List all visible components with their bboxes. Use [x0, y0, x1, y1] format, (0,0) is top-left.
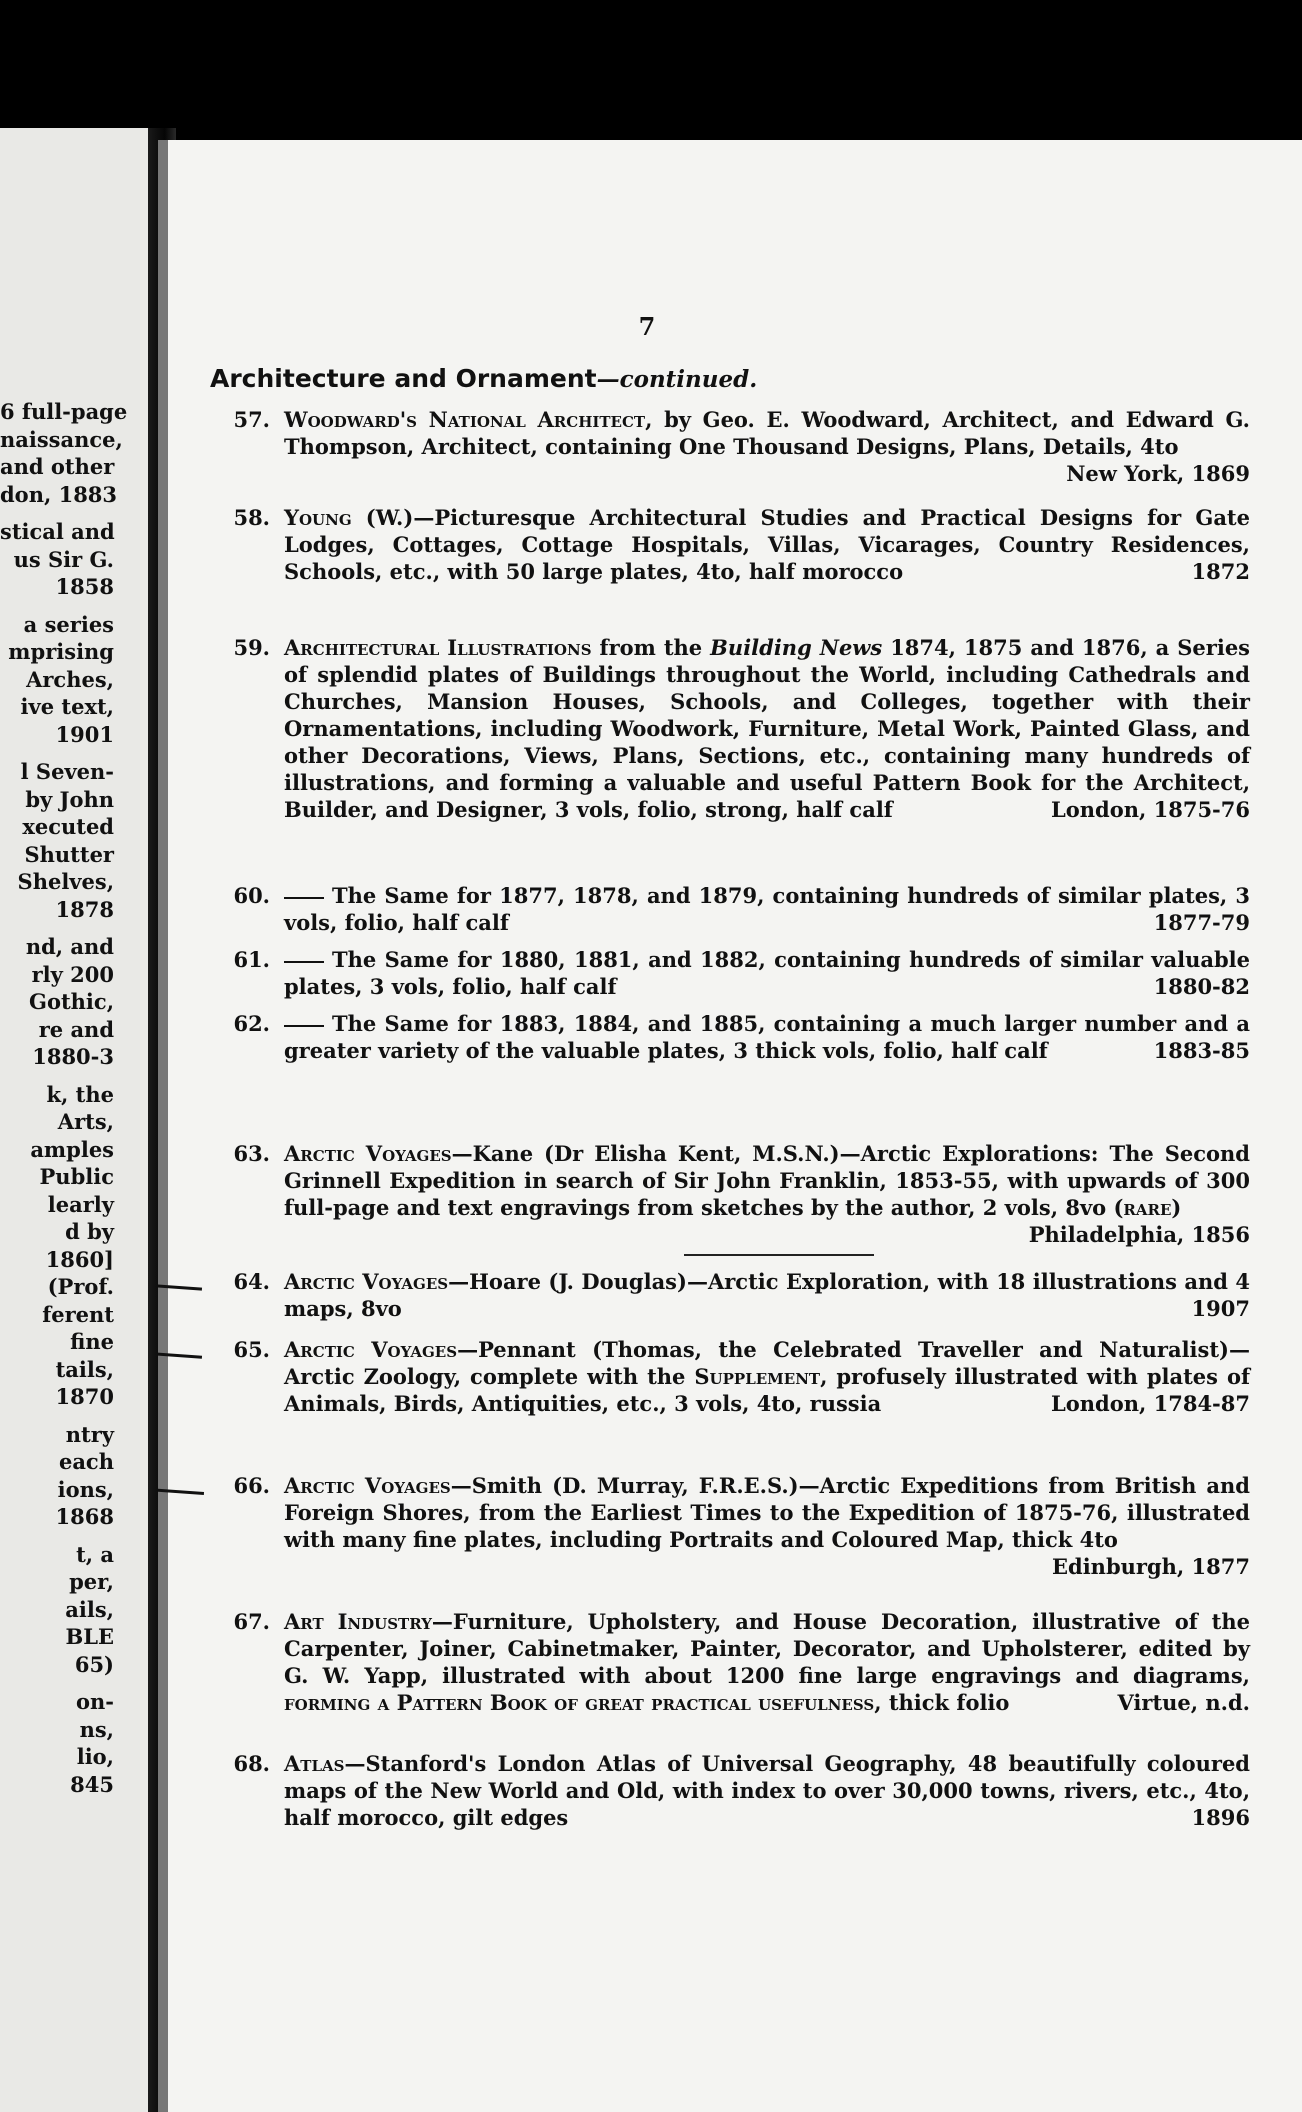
entry-publication: London, 1875-76 [1050, 797, 1250, 822]
left-page-text-fragment: d by [65, 1219, 114, 1244]
left-page-text-fragment: xecuted [22, 814, 114, 839]
entry-rarity-tag: (rare) [1113, 1195, 1182, 1220]
section-title [210, 364, 757, 393]
entry-description: —Hoare (J. Douglas)—Arctic Exploration, with 18 illustrations and 4 maps, 8vo [284, 1269, 1250, 1321]
entry-description: —Pennant (Thomas, the Celebrated Traveller and Naturalist)—Arctic Zoology, complete with the [284, 1337, 1250, 1389]
entry-heading: Arctic Voyages [284, 1473, 451, 1498]
left-page-text-fragment: Arts, [57, 1109, 114, 1134]
catalogue-entry-62 [200, 1010, 1250, 1064]
entry-description-cont: , thick folio [874, 1690, 1010, 1715]
left-page-text-fragment: stical and [0, 519, 115, 544]
pencil-margin-mark [158, 1284, 202, 1290]
left-page-text-fragment: (Prof. [47, 1274, 114, 1299]
left-page-text-fragment: and other [0, 454, 115, 479]
entry-number: 58. [233, 505, 270, 530]
catalogue-entry-68 [200, 1750, 1250, 1831]
left-page-text-fragment: each [58, 1449, 114, 1474]
left-page [0, 128, 162, 2112]
left-page-text-fragment: Gothic, [29, 989, 114, 1014]
entry-description: The Same for 1883, 1884, and 1885, containing a much larger number and a greater variety of the valuable plates, 3 thick vols, folio, half calf [284, 1011, 1250, 1063]
left-page-text-fragment: a series [23, 611, 114, 637]
catalogue-entry-59 [200, 634, 1250, 823]
entry-number: 64. [233, 1269, 270, 1294]
entry-publication: Philadelphia, 1856 [1028, 1222, 1250, 1247]
entry-heading: Architectural Illustrations [284, 635, 592, 660]
left-page-text-fragment: 6 full-page [0, 399, 128, 424]
ditto-dash [284, 961, 324, 963]
entry-publication: 1896 [1191, 1805, 1250, 1830]
left-page-text-fragment: mprising [8, 639, 114, 664]
section-title-suffix: —continued. [596, 366, 758, 393]
left-page-text-fragment: 1858 [55, 574, 114, 599]
entry-heading: Arctic Voyages [284, 1337, 458, 1362]
entry-publication: Virtue, n.d. [1117, 1690, 1250, 1715]
entry-number: 62. [233, 1011, 270, 1036]
entry-description: —Picturesque Architectural Studies and Practical Designs for Gate Lodges, Cottages, Cottage Hospitals, Villas, Vicarages, Country Residences, Schools, etc., with 50 large plates, 4to, half morocco [284, 505, 1250, 584]
left-page-text-fragment: fine [70, 1329, 114, 1354]
entry-publication: 1907 [1191, 1296, 1250, 1321]
entry-publication: 1880-82 [1153, 974, 1250, 999]
left-page-text-fragment: tails, [55, 1356, 114, 1382]
left-page-text-fragment: BLE [65, 1624, 114, 1649]
right-page [158, 140, 1302, 2112]
left-page-text-fragment: 845 [70, 1771, 114, 1797]
left-page-text-fragment: Arches, [26, 666, 114, 692]
entry-supplement: Supplement [694, 1364, 821, 1389]
left-page-text-fragment: 1880-3 [32, 1044, 114, 1069]
entry-number: 61. [233, 947, 270, 972]
left-page-text-fragment: rly 200 [31, 961, 114, 987]
pencil-margin-mark [158, 1488, 204, 1495]
entry-number: 68. [233, 1751, 270, 1776]
catalogue-entry-61 [200, 946, 1250, 1000]
left-page-text-fragment: ferent [42, 1301, 114, 1327]
left-page-text-fragment: t, a [76, 1541, 114, 1567]
entry-heading: Young (W.) [284, 505, 414, 530]
entry-description: —Furniture, Upholstery, and House Decoration, illustrative of the Carpenter, Joiner, Cabinetmaker, Painter, Decorator, and Upholsterer, edited by G. W. Yapp, illustrated with about 1200 fine large engravings and diagrams, [284, 1609, 1250, 1688]
left-page-text-fragment: us Sir G. [13, 546, 114, 572]
entry-publication: 1872 [1191, 559, 1250, 584]
entry-description-cont: , profusely illustrated with plates of Animals, Birds, Antiquities, etc., 3 vols, 4to, russia [284, 1364, 1250, 1416]
left-page-text-fragment: ns, [79, 1716, 114, 1742]
left-page-text-fragment: Public [39, 1164, 114, 1189]
catalogue-entry-63 [200, 1140, 1250, 1248]
left-page-text-fragment: ails, [65, 1596, 114, 1622]
entry-publication: London, 1784-87 [1050, 1391, 1250, 1416]
left-page-text-fragment: 65) [74, 1651, 114, 1677]
left-page-text-fragment: ive text, [20, 694, 114, 719]
entry-description: The Same for 1880, 1881, and 1882, containing hundreds of similar valuable plates, 3 vols, folio, half calf [284, 947, 1250, 999]
entry-heading: Art Industry [284, 1609, 432, 1634]
entry-number: 59. [233, 635, 270, 660]
entry-number: 65. [233, 1337, 270, 1362]
left-page-text-fragment: 1901 [55, 721, 114, 747]
entry-description: —Smith (D. Murray, F.R.E.S.)—Arctic Expeditions from British and Foreign Shores, from the Earliest Times to the Expedition of 1875-76, illustrated with many fine plates, including Portraits and Coloured Map, thick 4to [284, 1473, 1250, 1552]
left-page-text-fragment: don, 1883 [0, 481, 118, 507]
entry-publication: 1883-85 [1153, 1038, 1250, 1063]
left-page-text-fragment: 1860] [45, 1246, 114, 1272]
ditto-dash [284, 1025, 324, 1027]
left-page-text-fragment: ions, [57, 1476, 114, 1502]
left-page-text-fragment: l Seven- [20, 759, 114, 784]
entry-description-cont: 1874, 1875 and 1876, a Series of splendid plates of Buildings throughout the World, including Cathedrals and Churches, Mansion Houses, Schools, and Colleges, together with their Ornamentations, including Woodwork, Furniture, Metal Work, Painted Glass, and other Decorations, Views, Plans, Sections, etc., containing many hundreds of illustrations, and forming a valuable and useful Pattern Book for the Architect, Builder, and Designer, 3 vols, folio, strong, half calf [284, 635, 1250, 822]
section-title-text: Architecture and Ornament [210, 364, 597, 393]
catalogue-entry-57 [200, 406, 1250, 487]
left-page-text-fragment: nd, and [25, 934, 114, 959]
catalogue-entry-64 [200, 1268, 1250, 1322]
left-page-text-fragment: on- [76, 1689, 114, 1714]
entry-description: The Same for 1877, 1878, and 1879, containing hundreds of similar plates, 3 vols, folio, half calf [284, 883, 1250, 935]
entry-italic-title: Building News [710, 635, 883, 660]
entry-description: —Stanford's London Atlas of Universal Geography, 48 beautifully coloured maps of the New World and Old, with index to over 30,000 towns, rivers, etc., 4to, half morocco, gilt edges [284, 1751, 1250, 1830]
left-page-text-fragment: per, [69, 1569, 114, 1594]
left-page-text-fragment: Shelves, [17, 869, 114, 894]
left-page-text-fragment: re and [38, 1016, 114, 1042]
entry-heading: Woodward's National Architect, [284, 407, 653, 432]
page-number: 7 [638, 312, 656, 341]
ditto-dash [284, 897, 324, 899]
left-page-text-fragment: lio, [76, 1744, 114, 1769]
entry-number: 66. [233, 1473, 270, 1498]
left-page-text-fragment: 1868 [55, 1504, 114, 1529]
catalogue-entry-65 [200, 1336, 1250, 1417]
left-page-text-fragment: 1870 [55, 1384, 114, 1409]
entry-number: 67. [233, 1609, 270, 1634]
entry-number: 63. [233, 1141, 270, 1166]
left-page-text-fragment: naissance, [0, 426, 123, 452]
entry-number: 60. [233, 883, 270, 908]
entry-publication: New York, 1869 [1066, 461, 1250, 486]
catalogue-entry-58 [200, 504, 1250, 585]
catalogue-entry-60 [200, 882, 1250, 936]
entry-description: by Geo. E. Woodward, Architect, and Edward G. Thompson, Architect, containing One Thousand Designs, Plans, Details, 4to [284, 407, 1250, 459]
entry-heading: Atlas [284, 1751, 345, 1776]
entry-emphasis: forming a Pattern Book of great practical usefulness [284, 1690, 875, 1715]
entry-publication: 1877-79 [1153, 910, 1250, 935]
left-page-text-fragment: ntry [65, 1421, 114, 1447]
left-page-text-fragment: learly [47, 1191, 114, 1217]
catalogue-entry-66 [200, 1472, 1250, 1580]
section-divider [684, 1254, 874, 1256]
entry-description: from the [591, 635, 711, 660]
left-page-text-fragment: 1878 [55, 896, 114, 922]
left-page-text-fragment: Shutter [24, 841, 114, 867]
left-page-text-fragment: amples [30, 1136, 114, 1162]
left-page-text-fragment: k, the [46, 1081, 114, 1107]
pencil-margin-mark [158, 1352, 202, 1358]
left-page-text-fragment: by John [25, 786, 114, 812]
entry-publication: Edinburgh, 1877 [1052, 1554, 1250, 1579]
entry-heading: Arctic Voyages [284, 1269, 449, 1294]
entry-number: 57. [233, 407, 270, 432]
entry-description: —Kane (Dr Elisha Kent, M.S.N.)—Arctic Explorations: The Second Grinnell Expedition in search of Sir John Franklin, 1853-55, with upwards of 300 full-page and text engravings from sketches by the author, 2 vols, 8vo [284, 1141, 1250, 1220]
catalogue-entry-67 [200, 1608, 1250, 1716]
entry-heading: Arctic Voyages [284, 1141, 452, 1166]
